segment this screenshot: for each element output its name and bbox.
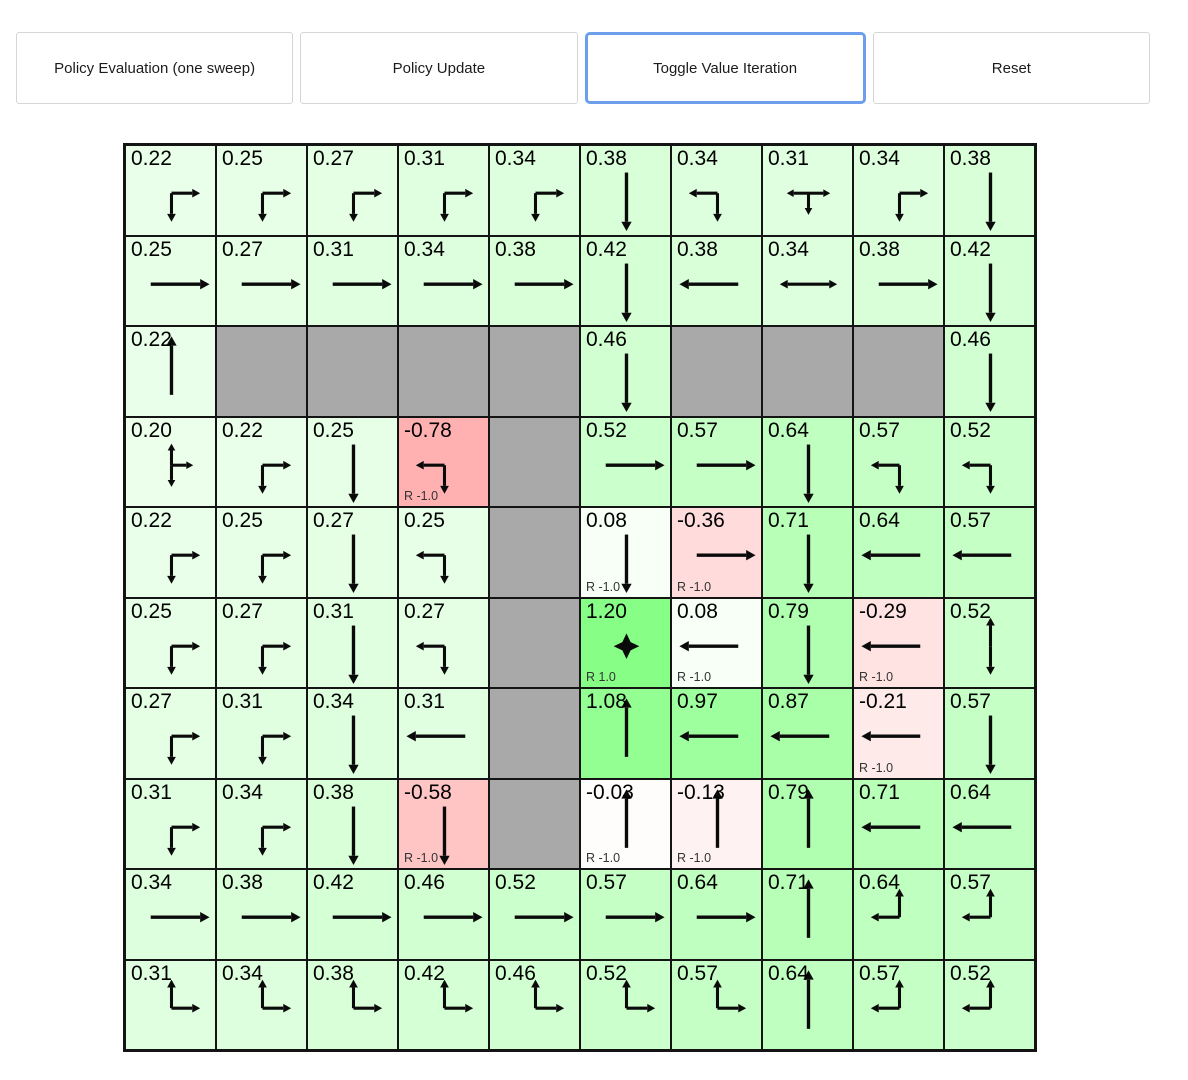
cell-reward-label: R -1.0 — [586, 579, 621, 594]
cell-value: 0.38 — [586, 147, 627, 170]
grid-cell-r3c5[interactable] — [581, 418, 670, 507]
cell-reward-label: R 1.0 — [586, 670, 616, 684]
cell-value: 0.25 — [131, 237, 172, 261]
grid-cell-r9c2[interactable] — [308, 961, 397, 1050]
cell-value: 0.25 — [222, 509, 263, 532]
cell-value: 0.79 — [768, 780, 809, 804]
grid-cell-r3c2[interactable] — [308, 418, 397, 507]
cell-value: 0.38 — [950, 147, 991, 170]
grid-cell-r7c5[interactable] — [581, 780, 670, 869]
grid-cell-r0c1[interactable] — [217, 146, 306, 235]
cell-value: 0.52 — [950, 961, 991, 985]
cell-value: 0.71 — [768, 871, 809, 894]
cell-value: 0.46 — [586, 328, 627, 351]
grid-cell-r9c7[interactable] — [763, 961, 852, 1050]
grid-cell-r5c0[interactable] — [126, 599, 215, 688]
cell-reward-label: R -1.0 — [859, 670, 894, 684]
wall-cell-r4c4 — [490, 508, 579, 597]
cell-value: 0.38 — [313, 961, 354, 985]
grid-cell-r1c0[interactable] — [126, 237, 215, 326]
cell-value: 0.38 — [222, 871, 263, 894]
cell-value: 0.57 — [677, 961, 718, 985]
cell-value: 0.42 — [404, 961, 445, 985]
cell-value: 0.27 — [222, 599, 263, 623]
cell-value: 0.38 — [495, 237, 536, 261]
cell-value: 0.57 — [677, 418, 718, 442]
grid-cell-r1c8[interactable] — [854, 237, 943, 326]
grid-cell-r3c1[interactable] — [217, 418, 306, 507]
cell-value: 0.71 — [768, 509, 809, 532]
cell-value: 0.34 — [677, 147, 718, 170]
grid-cell-r8c8[interactable] — [854, 870, 943, 959]
grid-cell-r8c6[interactable] — [672, 870, 761, 959]
grid-cell-r9c5[interactable] — [581, 961, 670, 1050]
grid-cell-r3c9[interactable] — [945, 418, 1034, 507]
cell-value: 0.57 — [950, 871, 991, 894]
cell-value: 0.31 — [313, 599, 354, 623]
grid-cell-r1c4[interactable] — [490, 237, 579, 326]
wall-cell-r2c6 — [672, 327, 761, 416]
grid-cell-r1c1[interactable] — [217, 237, 306, 326]
cell-value: 0.22 — [222, 418, 263, 442]
grid-cell-r6c0[interactable] — [126, 689, 215, 778]
cell-value: 0.57 — [950, 690, 991, 713]
cell-value: 0.57 — [950, 509, 991, 532]
cell-value: 0.34 — [495, 147, 536, 170]
grid-cell-r6c2[interactable] — [308, 689, 397, 778]
cell-value: 0.27 — [313, 147, 354, 170]
cell-value: 0.52 — [586, 961, 627, 985]
cell-value: 0.87 — [768, 690, 809, 713]
grid-cell-r0c4[interactable] — [490, 146, 579, 235]
cell-value: 0.52 — [950, 418, 991, 442]
cell-value: -0.58 — [404, 780, 452, 804]
cell-value: 0.31 — [222, 690, 263, 713]
cell-value: 0.34 — [313, 690, 354, 713]
cell-value: 1.08 — [586, 690, 627, 713]
wall-cell-r2c4 — [490, 327, 579, 416]
cell-value: -0.03 — [586, 780, 634, 804]
cell-value: 0.52 — [495, 871, 536, 894]
toolbar — [16, 32, 1150, 104]
grid-cell-r0c9[interactable] — [945, 146, 1034, 235]
cell-value: -0.21 — [859, 690, 907, 713]
grid-cell-r4c8[interactable] — [854, 508, 943, 597]
grid-cell-r5c9[interactable] — [945, 599, 1034, 688]
cell-value: 0.34 — [859, 147, 900, 170]
grid-cell-r8c0[interactable] — [126, 870, 215, 959]
cell-value: 0.64 — [677, 871, 718, 894]
cell-value: 0.34 — [404, 237, 445, 261]
cell-value: 0.52 — [586, 418, 627, 442]
cell-value: 0.31 — [404, 147, 445, 170]
cell-value: 0.42 — [313, 871, 354, 894]
cell-value: 0.42 — [586, 237, 627, 261]
cell-value: 0.08 — [586, 509, 627, 532]
grid-cell-r8c1[interactable] — [217, 870, 306, 959]
cell-value: 0.38 — [859, 237, 900, 261]
cell-value: 0.42 — [950, 237, 991, 261]
grid-cell-r0c7[interactable] — [763, 146, 852, 235]
cell-reward-label: R -1.0 — [859, 760, 894, 775]
cell-value: 0.64 — [950, 780, 991, 804]
grid-cell-r8c9[interactable] — [945, 870, 1034, 959]
grid-cell-r3c7[interactable] — [763, 418, 852, 507]
grid-cell-r7c8[interactable] — [854, 780, 943, 869]
grid-cell-r5c7[interactable] — [763, 599, 852, 688]
grid-cell-r4c5[interactable] — [581, 508, 670, 597]
grid-cell-r6c1[interactable] — [217, 689, 306, 778]
cell-value: 0.27 — [313, 509, 354, 532]
wall-cell-r5c4 — [490, 599, 579, 688]
cell-value: 0.57 — [859, 961, 900, 985]
cell-value: 0.31 — [313, 237, 354, 261]
cell-reward-label: R -1.0 — [677, 670, 712, 684]
grid-cell-r8c2[interactable] — [308, 870, 397, 959]
grid-cell-r9c0[interactable] — [126, 961, 215, 1050]
grid-cell-r7c0[interactable] — [126, 780, 215, 869]
cell-value: 0.31 — [131, 780, 172, 804]
grid-cell-r7c2[interactable] — [308, 780, 397, 869]
cell-value: 0.71 — [859, 780, 900, 804]
cell-value: 0.31 — [768, 147, 809, 170]
grid-cell-r7c1[interactable] — [217, 780, 306, 869]
cell-value: 0.25 — [222, 147, 263, 170]
grid-cell-r9c9[interactable] — [945, 961, 1034, 1050]
reset-button[interactable]: Reset — [873, 32, 1150, 104]
wall-cell-r7c4 — [490, 780, 579, 869]
grid-cell-r6c7[interactable] — [763, 689, 852, 778]
cell-value: 0.22 — [131, 328, 172, 351]
cell-value: 0.38 — [313, 780, 354, 804]
grid-cell-r8c5[interactable] — [581, 870, 670, 959]
grid-cell-r3c3[interactable] — [399, 418, 488, 507]
cell-value: -0.13 — [677, 780, 725, 804]
grid-cell-r0c3[interactable] — [399, 146, 488, 235]
grid-cell-r7c7[interactable] — [763, 780, 852, 869]
cell-value: 0.25 — [131, 599, 172, 623]
wall-cell-r6c4 — [490, 689, 579, 778]
policy-evaluation-button[interactable]: Policy Evaluation (one sweep) — [16, 32, 293, 104]
wall-cell-r2c8 — [854, 327, 943, 416]
cell-reward-label: R -1.0 — [586, 851, 621, 865]
cell-value: 0.64 — [859, 509, 900, 532]
grid-cell-r7c6[interactable] — [672, 780, 761, 869]
grid-cell-r2c0[interactable] — [126, 327, 215, 416]
grid-cell-r5c1[interactable] — [217, 599, 306, 688]
grid-cell-r0c8[interactable] — [854, 146, 943, 235]
cell-value: 0.22 — [131, 509, 172, 532]
grid-cell-r5c6[interactable] — [672, 599, 761, 688]
wall-cell-r2c1 — [217, 327, 306, 416]
grid-cell-r4c9[interactable] — [945, 508, 1034, 597]
grid-cell-r0c6[interactable] — [672, 146, 761, 235]
grid-cell-r5c2[interactable] — [308, 599, 397, 688]
cell-value: 0.22 — [131, 147, 172, 170]
grid-cell-r2c9[interactable] — [945, 327, 1034, 416]
cell-value: -0.29 — [859, 599, 907, 623]
grid-cell-r9c3[interactable] — [399, 961, 488, 1050]
grid-cell-r4c3[interactable] — [399, 508, 488, 597]
wall-cell-r3c4 — [490, 418, 579, 507]
cell-value: 0.27 — [222, 237, 263, 261]
policy-update-button[interactable]: Policy Update — [300, 32, 577, 104]
cell-value: 0.27 — [131, 690, 172, 713]
cell-value: 0.97 — [677, 690, 718, 713]
cell-value: 0.31 — [404, 690, 445, 713]
grid-cell-r3c0[interactable] — [126, 418, 215, 507]
cell-value: 0.25 — [313, 418, 354, 442]
toggle-value-iteration-button[interactable]: Toggle Value Iteration — [585, 32, 866, 104]
cell-value: 0.34 — [768, 237, 809, 261]
cell-value: 0.20 — [131, 418, 172, 442]
cell-value: 0.64 — [859, 871, 900, 894]
cell-value: 0.34 — [222, 780, 263, 804]
cell-reward-label: R -1.0 — [677, 851, 712, 865]
wall-cell-r2c7 — [763, 327, 852, 416]
cell-value: -0.36 — [677, 509, 725, 532]
grid-cell-r9c6[interactable] — [672, 961, 761, 1050]
grid-cell-r1c3[interactable] — [399, 237, 488, 326]
cell-value: 0.08 — [677, 599, 718, 623]
grid-cell-r0c0[interactable] — [126, 146, 215, 235]
cell-value: -0.78 — [404, 418, 452, 442]
cell-value: 0.52 — [950, 599, 991, 623]
cell-value: 0.25 — [404, 509, 445, 532]
grid-cell-r6c8[interactable] — [854, 689, 943, 778]
cell-value: 0.38 — [677, 237, 718, 261]
grid-cell-r9c4[interactable] — [490, 961, 579, 1050]
wall-cell-r2c3 — [399, 327, 488, 416]
cell-value: 0.64 — [768, 418, 809, 442]
grid-cell-r8c7[interactable] — [763, 870, 852, 959]
grid-cell-r1c9[interactable] — [945, 237, 1034, 326]
cell-value: 0.27 — [404, 599, 445, 623]
grid-cell-r3c8[interactable] — [854, 418, 943, 507]
grid-cell-r2c5[interactable] — [581, 327, 670, 416]
grid-cell-r4c7[interactable] — [763, 508, 852, 597]
cell-reward-label: R -1.0 — [677, 579, 712, 594]
grid-cell-r1c7[interactable] — [763, 237, 852, 326]
cell-reward-label: R -1.0 — [404, 851, 439, 865]
grid-cell-r0c5[interactable] — [581, 146, 670, 235]
cell-value: 0.34 — [222, 961, 263, 985]
cell-value: 0.79 — [768, 599, 809, 623]
grid-cell-r5c3[interactable] — [399, 599, 488, 688]
grid-cell-r4c0[interactable] — [126, 508, 215, 597]
grid-cell-r8c3[interactable] — [399, 870, 488, 959]
grid-cell-r6c9[interactable] — [945, 689, 1034, 778]
cell-value: 1.20 — [586, 599, 627, 623]
grid-cell-r5c5[interactable] — [581, 599, 670, 688]
cell-value: 0.57 — [859, 418, 900, 442]
grid-cell-r6c3[interactable] — [399, 689, 488, 778]
grid-cell-r1c2[interactable] — [308, 237, 397, 326]
cell-value: 0.64 — [768, 961, 809, 985]
grid-cell-r9c8[interactable] — [854, 961, 943, 1050]
cell-reward-label: R -1.0 — [404, 489, 439, 503]
grid-cell-r7c9[interactable] — [945, 780, 1034, 869]
grid-cell-r4c2[interactable] — [308, 508, 397, 597]
grid-cell-r5c8[interactable] — [854, 599, 943, 688]
grid-cell-r1c6[interactable] — [672, 237, 761, 326]
grid-cell-r0c2[interactable] — [308, 146, 397, 235]
grid-cell-r7c3[interactable] — [399, 780, 488, 869]
grid-cell-r9c1[interactable] — [217, 961, 306, 1050]
grid-cell-r8c4[interactable] — [490, 870, 579, 959]
grid-cell-r4c6[interactable] — [672, 508, 761, 597]
cell-value: 0.57 — [586, 871, 627, 894]
cell-value: 0.46 — [404, 871, 445, 894]
grid-cell-r4c1[interactable] — [217, 508, 306, 597]
grid-cell-r1c5[interactable] — [581, 237, 670, 326]
cell-value: 0.31 — [131, 961, 172, 985]
grid-cell-r6c5[interactable] — [581, 689, 670, 778]
cell-value: 0.46 — [495, 961, 536, 985]
grid-cell-r6c6[interactable] — [672, 689, 761, 778]
cell-value: 0.34 — [131, 871, 172, 894]
cell-value: 0.46 — [950, 328, 991, 351]
grid-cell-r3c6[interactable] — [672, 418, 761, 507]
wall-cell-r2c2 — [308, 327, 397, 416]
gridworld-grid — [123, 143, 1037, 1052]
